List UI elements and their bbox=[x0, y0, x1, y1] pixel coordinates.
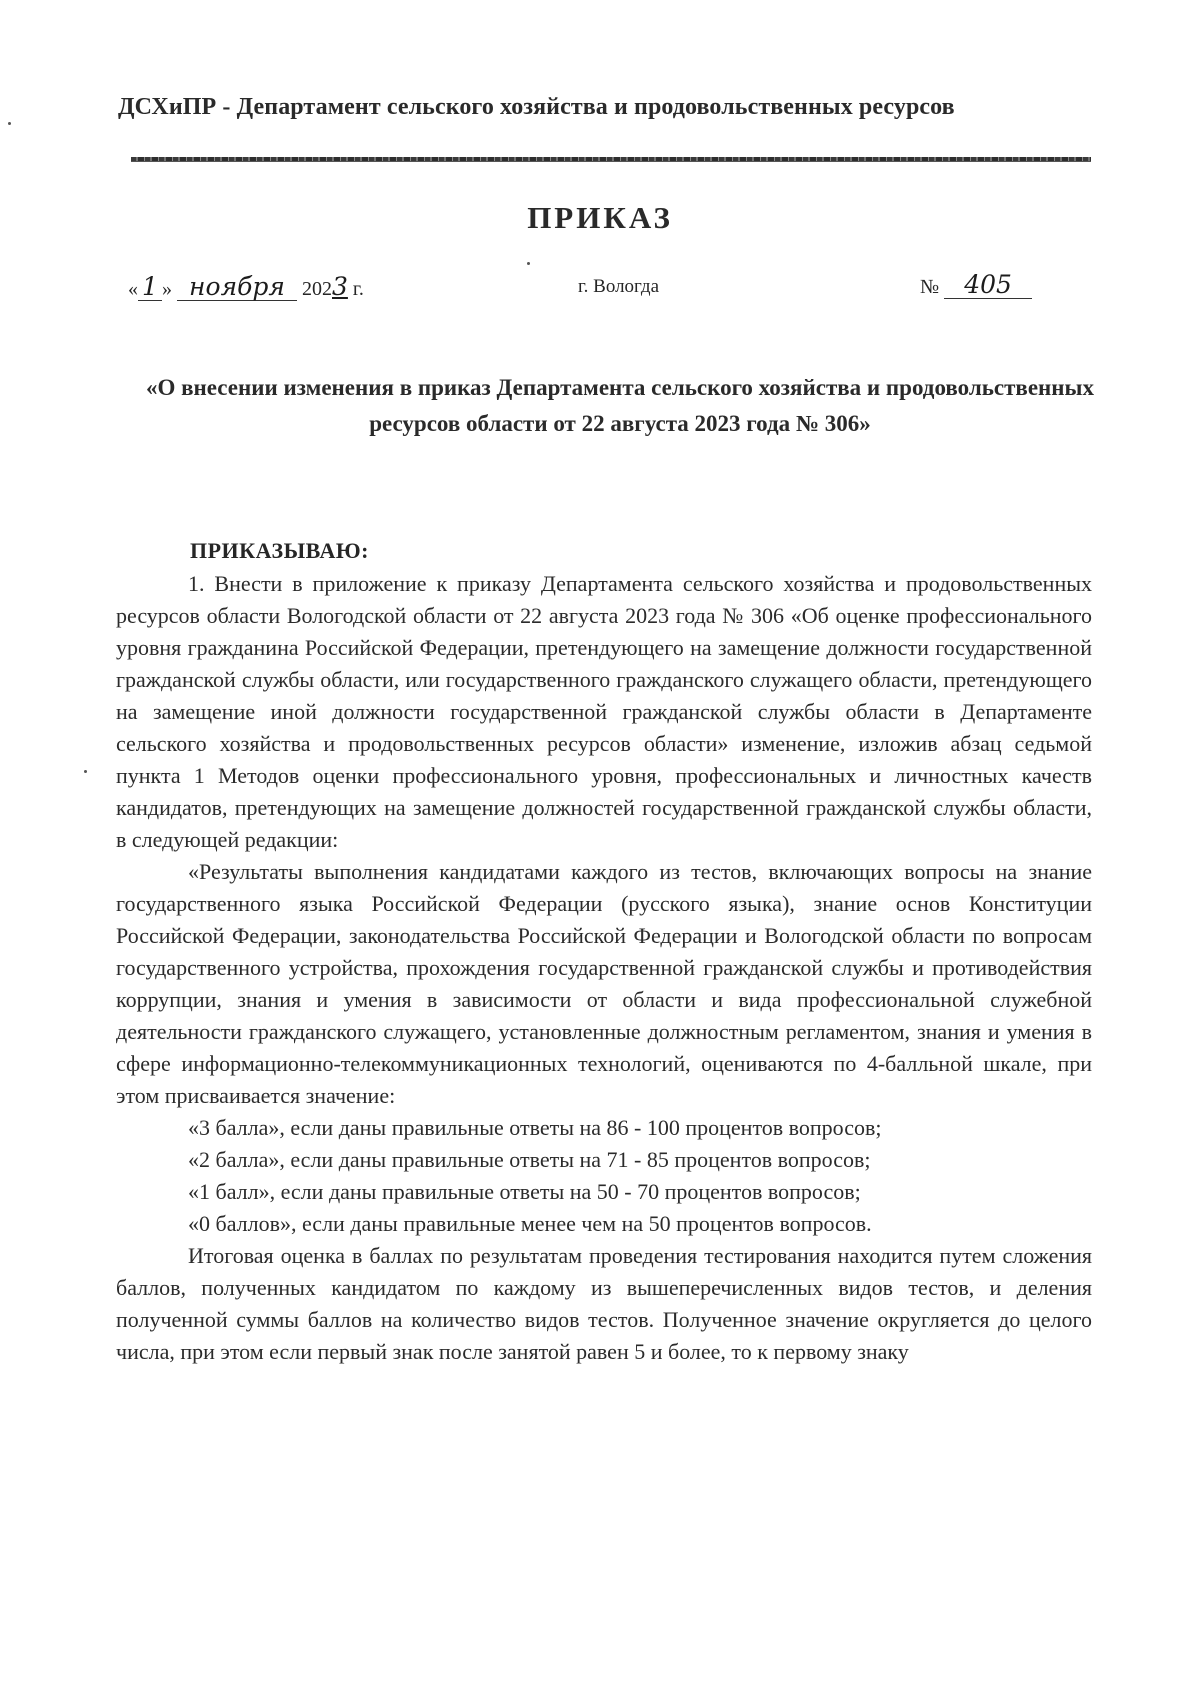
order-subject: «О внесении изменения в приказ Департамента сельского хозяйства и продовольственных ресурсов области от 22 августа 2023 года № 306» bbox=[145, 375, 1094, 436]
date-close-quote: » bbox=[162, 278, 172, 300]
score-item-1: «1 балл», если даны правильные ответы на 50 - 70 процентов вопросов; bbox=[188, 1179, 861, 1204]
date-day-handwritten: 1 bbox=[138, 274, 162, 301]
order-body bbox=[116, 568, 1092, 1368]
paragraph-final-score: Итоговая оценка в баллах по результатам проведения тестирования находится путем сложения баллов, полученных кандидатом по каждому из вышеперечисленных видов тестов, и деления полученной суммы баллов на количество видов тестов. Полученное значение округляется до целого числа, при этом если первый знак после занятой равен 5 и более, то к первому знаку bbox=[116, 1243, 1092, 1364]
order-number-handwritten: 405 bbox=[944, 272, 1032, 299]
paragraph-2: «Результаты выполнения кандидатами каждого из тестов, включающих вопросы на знание государственного языка Российской Федерации (русского языка), знание основ Конституции Российской Федерации, законодательства Российской Федерации и Вологодской области по вопросам государственного устройства, прохождения государственной гражданской службы и противодействия коррупции, знания и умения в зависимости от области и вида профессиональной служебной деятельности гражданского служащего, установленные должностным регламентом, знания и умения в сфере информационно-телекоммуникационных технологий, оцениваются по 4-балльной шкале, при этом присваивается значение: bbox=[116, 859, 1092, 1108]
score-item-0: «0 баллов», если даны правильные менее чем на 50 процентов вопросов. bbox=[188, 1211, 872, 1236]
document-title: ПРИКАЗ bbox=[527, 200, 673, 235]
order-city: г. Вологда bbox=[578, 276, 660, 297]
paragraph-1: 1. Внести в приложение к приказу Департамента сельского хозяйства и продовольственных ресурсов области Вологодской области от 22 августа 2023 года № 306 «Об оценке профессионального уровня гражданина Российской Федерации, претендующего на замещение должности государственной гражданской службы области, или государственного гражданского служащего области, претендующего на замещение иной должности государственной гражданской службы области в Департаменте сельского хозяйства и продовольственных ресурсов области» изменение, изложив абзац седьмой пункта 1 Методов оценки профессионального уровня, профессиональных и личностных качеств кандидатов, претендующих на замещение должностей государственной гражданской службы области, в следующей редакции: bbox=[116, 571, 1092, 852]
date-month-handwritten: ноября bbox=[177, 274, 297, 301]
date-number-line bbox=[0, 272, 1200, 312]
department-header: ДСХиПР - Департамент сельского хозяйства и продовольственных ресурсов bbox=[118, 94, 955, 120]
score-item-2: «2 балла», если даны правильные ответы на 71 - 85 процентов вопросов; bbox=[188, 1147, 871, 1172]
date-year-suffix: г. bbox=[352, 278, 364, 300]
header-divider bbox=[131, 157, 1091, 162]
order-number bbox=[920, 272, 1032, 299]
date-year-prefix: 202 bbox=[302, 278, 332, 300]
scan-speck bbox=[527, 262, 530, 265]
order-directive-word: ПРИКАЗЫВАЮ: bbox=[190, 538, 369, 563]
scan-speck bbox=[84, 770, 87, 773]
order-date bbox=[128, 272, 364, 301]
score-item-3: «3 балла», если даны правильные ответы на 86 - 100 процентов вопросов; bbox=[188, 1115, 882, 1140]
number-sign: № bbox=[920, 276, 940, 298]
scan-speck bbox=[8, 122, 11, 125]
date-year-digit-handwritten: 3 bbox=[332, 272, 348, 301]
date-open-quote: « bbox=[128, 278, 138, 300]
